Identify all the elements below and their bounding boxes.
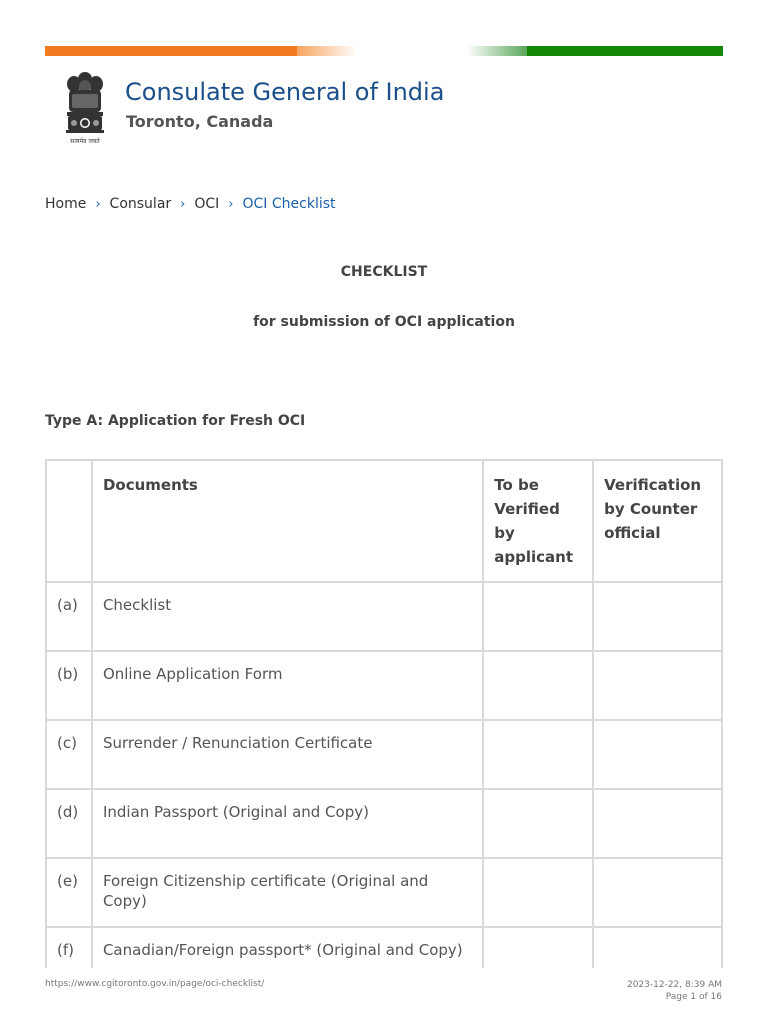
row-document: Surrender / Renunciation Certificate [92,720,483,789]
official-check-cell [593,720,722,789]
row-index: (c) [46,720,92,789]
footer-timestamp: 2023-12-22, 8:39 AM [626,980,722,990]
header-documents: Documents [92,460,483,582]
row-document: Indian Passport (Original and Copy) [92,789,483,858]
row-document: Online Application Form [92,651,483,720]
footer-url: https://www.cgitoronto.gov.in/page/oci-checklist/ [45,979,265,989]
row-document: Foreign Citizenship certificate (Original and Copy) [92,858,483,927]
header-applicant: To be Verified by applicant [483,460,593,582]
breadcrumb-separator: › [228,196,234,212]
white-stripe [357,46,467,56]
site-subtitle: Toronto, Canada [126,112,274,131]
checklist-table [45,459,723,997]
table-row [46,651,722,720]
header-official: Verification by Counter official [593,460,722,582]
official-check-cell [593,789,722,858]
official-check-cell [593,582,722,651]
table-row [46,720,722,789]
page-subheading: for submission of OCI application [253,314,515,330]
applicant-check-cell [483,858,593,927]
breadcrumb-separator: › [95,196,101,212]
row-index: (a) [46,582,92,651]
footer-page-number: Page 1 of 16 [665,992,722,1002]
site-title[interactable]: Consulate General of India [125,78,445,106]
saffron-stripe [45,46,297,56]
row-document: Checklist [92,582,483,651]
row-index: (d) [46,789,92,858]
row-index: (f) [46,927,92,996]
table-row [46,582,722,651]
tricolor-bar [45,46,723,56]
applicant-check-cell [483,582,593,651]
national-emblem-logo[interactable] [62,70,108,146]
section-heading: Type A: Application for Fresh OCI [45,413,306,429]
breadcrumb-home[interactable]: Home [45,196,87,212]
green-fade [467,46,527,56]
applicant-check-cell [483,789,593,858]
page-heading: CHECKLIST [340,264,428,280]
breadcrumb-current: OCI Checklist [242,196,336,212]
saffron-fade [297,46,357,56]
footer-meta [627,979,722,1003]
breadcrumb-oci[interactable]: OCI [194,196,220,212]
header-index [46,460,92,582]
applicant-check-cell [483,720,593,789]
green-stripe [527,46,723,56]
official-check-cell [593,651,722,720]
table-row [46,858,722,927]
breadcrumb-consular[interactable]: Consular [109,196,172,212]
table-row [46,789,722,858]
row-document: Canadian/Foreign passport* (Original and Copy) [92,927,483,996]
applicant-check-cell [483,651,593,720]
emblem-motto: सत्यमेव जयते [70,138,100,145]
table-header-row [46,460,722,582]
breadcrumb-separator: › [180,196,186,212]
official-check-cell [593,858,722,927]
row-index: (b) [46,651,92,720]
breadcrumb [45,196,336,212]
row-index: (e) [46,858,92,927]
